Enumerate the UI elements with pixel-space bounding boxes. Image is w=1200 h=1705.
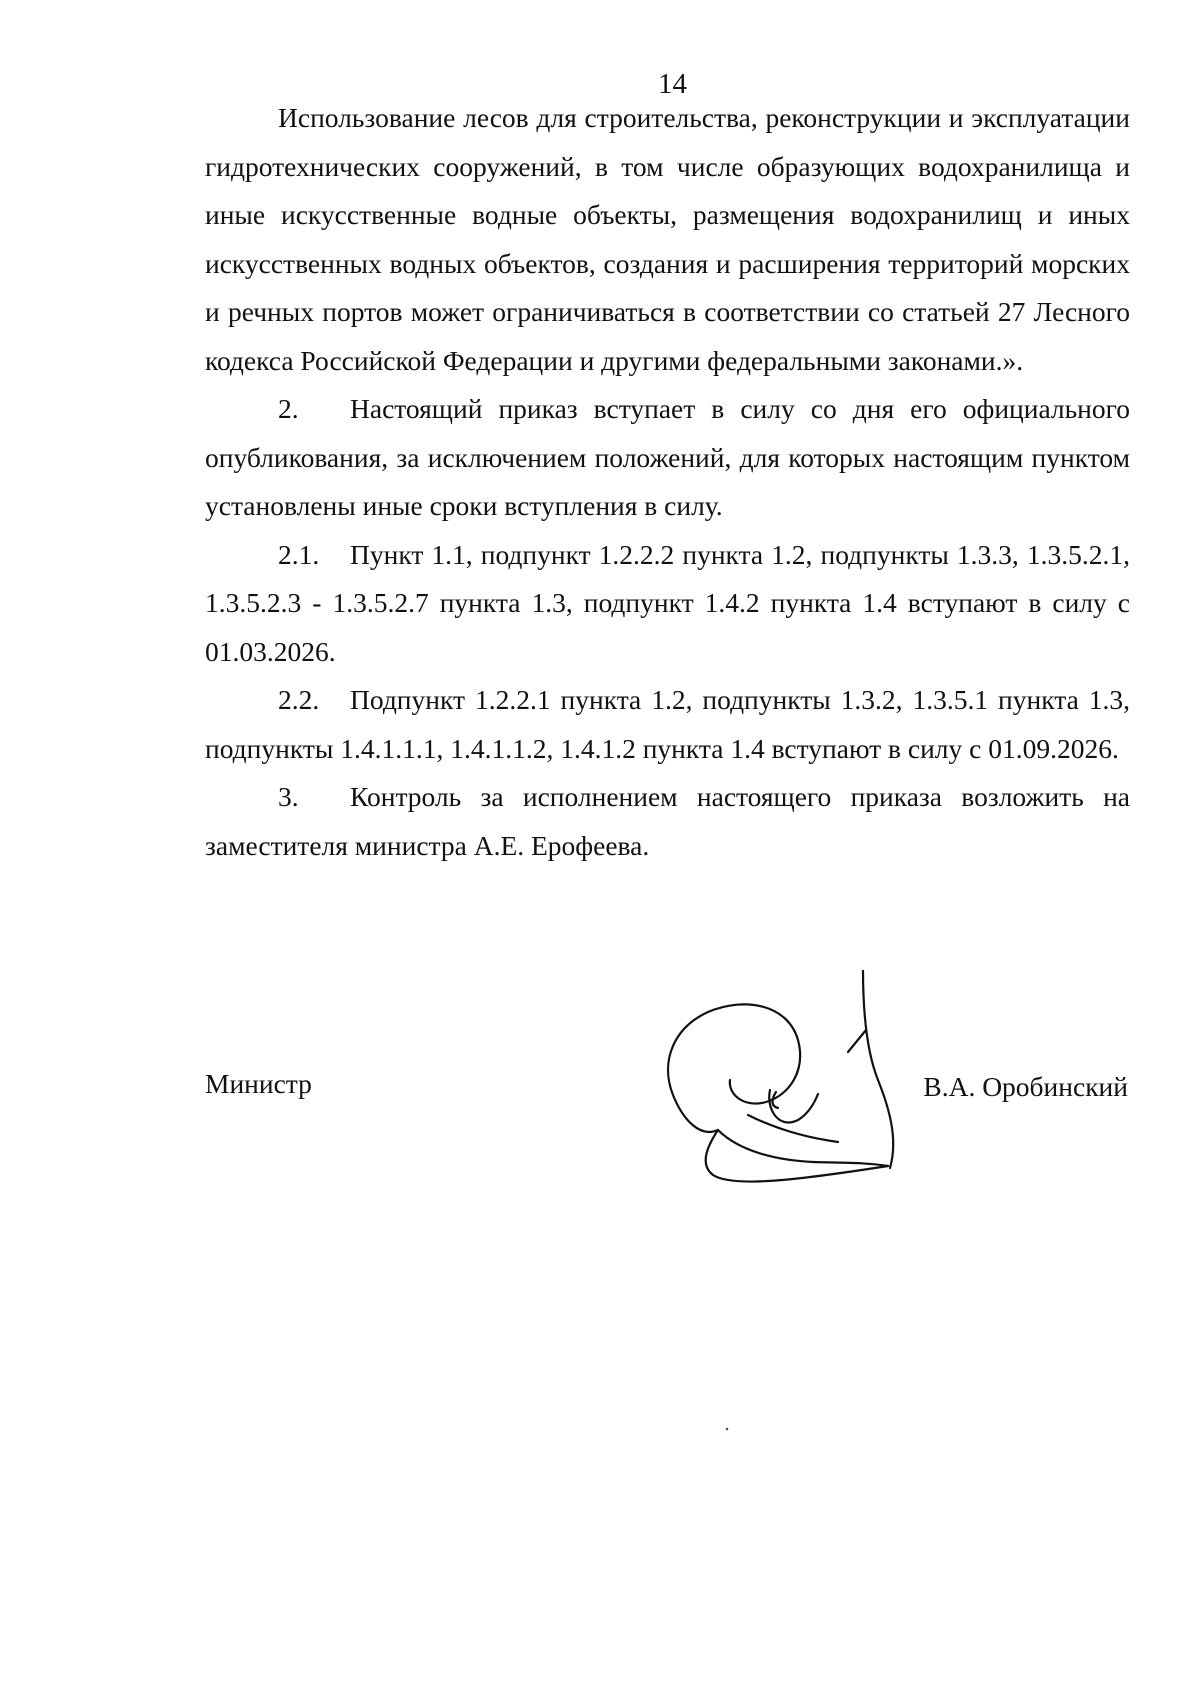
paragraph-number: 2. — [278, 393, 299, 424]
document-body — [205, 94, 1130, 870]
paragraph-number: 2.2. — [278, 684, 320, 715]
paragraph-number: 3. — [278, 781, 299, 812]
signatory-title: Министр — [205, 1068, 312, 1099]
paragraph-intro — [205, 94, 1130, 385]
signatory-name: В.А. Оробинский — [923, 1071, 1128, 1102]
paragraph-2-2 — [205, 676, 1130, 773]
paragraph-2-1 — [205, 531, 1130, 677]
paragraph-2 — [205, 385, 1130, 531]
handwritten-signature-icon — [638, 970, 918, 1200]
scan-speck-icon — [725, 1427, 729, 1432]
paragraph-text: Настоящий приказ вступает в силу со дня его официального опубликования, за исключением положений, для которых настоящим пунктом установлены иные сроки вступления в силу. — [205, 393, 1130, 521]
paragraph-3 — [205, 773, 1130, 870]
paragraph-text: Контроль за исполнением настоящего приказа возложить на заместителя министра А.Е. Ерофеева. — [205, 781, 1130, 861]
signature-block — [0, 970, 1200, 1200]
paragraph-text: Использование лесов для строительства, реконструкции и эксплуатации гидротехнических сооружений, в том числе образующих водохранилища и иные искусственные водные объекты, размещения водохранилищ и иных искусственных водных объектов, создания и расширения территорий морских и речных портов может ограничиваться в соответствии со статьей 27 Лесного кодекса Российской Федерации и другими федеральными законами.». — [205, 102, 1130, 376]
paragraph-text: Пункт 1.1, подпункт 1.2.2.2 пункта 1.2, подпункты 1.3.3, 1.3.5.2.1, 1.3.5.2.3 - 1.3.5.2.7 пункта 1.3, подпункт 1.4.2 пункта 1.4 вступают в силу с 01.03.2026. — [205, 538, 1130, 667]
paragraph-number: 2.1. — [278, 538, 320, 570]
page-number: 14 — [658, 68, 687, 100]
paragraph-text: Подпункт 1.2.2.1 пункта 1.2, подпункты 1.3.2, 1.3.5.1 пункта 1.3, подпункты 1.4.1.1.1, 1.4.1.1.2, 1.4.1.2 пункта 1.4 вступают в силу с 01.09.2026. — [205, 684, 1130, 764]
